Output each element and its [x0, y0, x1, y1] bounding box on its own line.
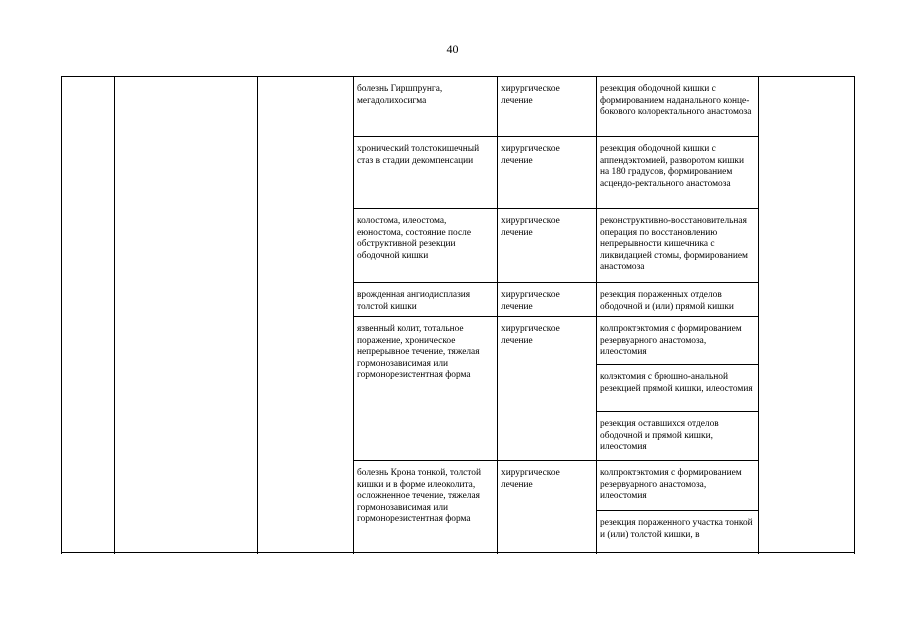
method-cell: резекция ободочной кишки с формированием наданального конце-бокового колоректального анастомоза [597, 77, 759, 137]
method-cell: резекция пораженных отделов ободочной и (или) прямой кишки [597, 283, 759, 317]
method-cell: колпроктэктомия с формированием резервуарного анастомоза, илеостомия [597, 461, 759, 511]
method-cell: реконструктивно-восстановительная операция по восстановлению непрерывности кишечника с ликвидацией стомы, формированием анастомоза [597, 209, 759, 283]
treatment-table [61, 76, 855, 553]
method-cell: резекция ободочной кишки с аппендэктомией, разворотом кишки на 180 градусов, формированием асцендо-ректального анастомоза [597, 137, 759, 209]
method-cell: резекция пораженного участка тонкой и (или) толстой кишки, в [597, 511, 759, 553]
method-cell: колпроктэктомия с формированием резервуарного анастомоза, илеостомия [597, 317, 759, 365]
code-cell [258, 77, 354, 553]
method-cell: колэктомия с брюшно-анальной резекцией прямой кишки, илеостомия [597, 365, 759, 412]
diagnosis-cell: колостома, илеостома, еюностома, состояние после обструктивной резекции ободочной кишки [354, 209, 498, 283]
number-cell [62, 77, 115, 553]
treatment-type-cell: хирургическое лечение [498, 77, 597, 137]
treatment-type-cell: хирургическое лечение [498, 317, 597, 461]
method-cell: резекция оставшихся отделов ободочной и прямой кишки, илеостомия [597, 412, 759, 461]
table-row [62, 77, 855, 137]
diagnosis-cell: болезнь Крона тонкой, толстой кишки и в форме илеоколита, осложненное течение, тяжелая гормонозависимая или гормонорезистентная форма [354, 461, 498, 553]
diagnosis-cell: врожденная ангиодисплазия толстой кишки [354, 283, 498, 317]
treatment-type-cell: хирургическое лечение [498, 283, 597, 317]
profile-cell [115, 77, 258, 553]
standard-cell [759, 77, 855, 553]
treatment-type-cell: хирургическое лечение [498, 137, 597, 209]
diagnosis-cell: язвенный колит, тотальное поражение, хроническое непрерывное течение, тяжелая гормонозависимая или гормонорезистентная форма [354, 317, 498, 461]
diagnosis-cell: болезнь Гиршпрунга, мегадолихосигма [354, 77, 498, 137]
treatment-type-cell: хирургическое лечение [498, 209, 597, 283]
page-number: 40 [446, 42, 459, 56]
treatment-type-cell: хирургическое лечение [498, 461, 597, 553]
diagnosis-cell: хронический толстокишечный стаз в стадии декомпенсации [354, 137, 498, 209]
